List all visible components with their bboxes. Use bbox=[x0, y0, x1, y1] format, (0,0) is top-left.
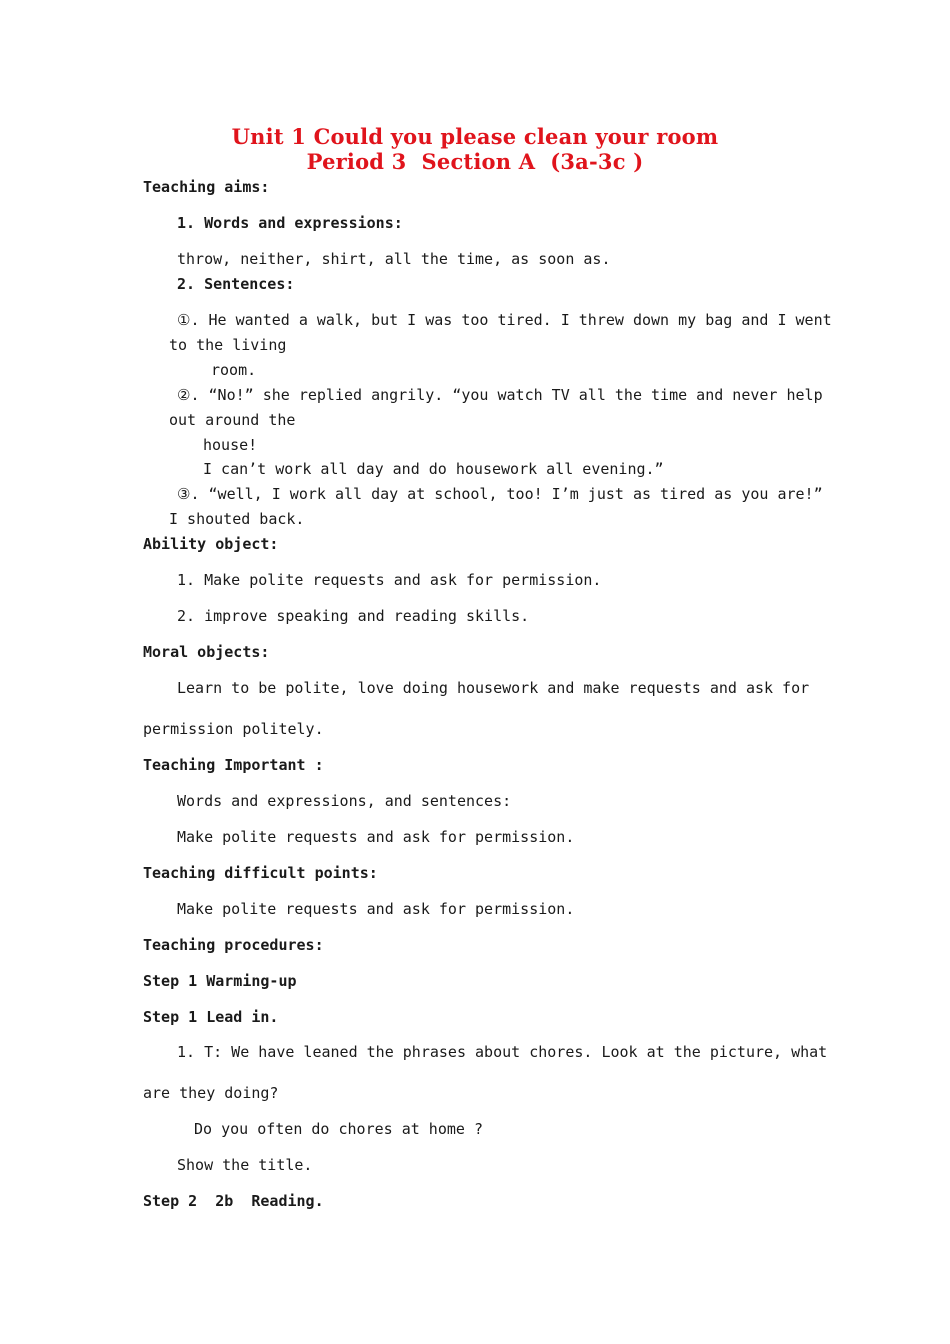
step1-lead-in: Step 1 Lead in. bbox=[143, 1008, 279, 1026]
ability-item-2: 2. improve speaking and reading skills. bbox=[177, 607, 530, 625]
step1-warming-up: Step 1 Warming-up bbox=[143, 972, 297, 990]
moral-objects-line1: Learn to be polite, love doing housework and make requests and ask for bbox=[177, 679, 810, 697]
sentence2-line4: I can’t work all day and do housework all evening.” bbox=[203, 460, 664, 478]
sentence1-line3: room. bbox=[211, 361, 257, 379]
lead-in-line1: 1. T: We have leaned the phrases about chores. Look at the picture, what bbox=[177, 1043, 828, 1061]
step2-reading: Step 2 2b Reading. bbox=[143, 1192, 324, 1210]
teaching-important-heading: Teaching Important : bbox=[143, 756, 324, 774]
sentence3-line1: ③. “well, I work all day at school, too! I’m just as tired as you are!” bbox=[177, 485, 823, 503]
lead-in-line3: Do you often do chores at home ? bbox=[194, 1120, 483, 1138]
sentence2-line2: out around the bbox=[169, 411, 296, 429]
words-list: throw, neither, shirt, all the time, as soon as. bbox=[177, 250, 611, 268]
teaching-difficult-line1: Make polite requests and ask for permission. bbox=[177, 900, 575, 918]
moral-objects-heading: Moral objects: bbox=[143, 643, 270, 661]
teaching-difficult-heading: Teaching difficult points: bbox=[143, 864, 378, 882]
sentence2-line1: ②. “No!” she replied angrily. “you watch TV all the time and never help bbox=[177, 386, 823, 404]
teaching-important-line1: Words and expressions, and sentences: bbox=[177, 792, 512, 810]
sentences-heading: 2. Sentences: bbox=[177, 275, 295, 293]
lead-in-line2: are they doing? bbox=[143, 1084, 279, 1102]
sentence1-line2: to the living bbox=[169, 336, 287, 354]
teaching-aims-heading: Teaching aims: bbox=[143, 178, 270, 196]
ability-item-1: 1. Make polite requests and ask for permission. bbox=[177, 571, 602, 589]
moral-objects-line2: permission politely. bbox=[143, 720, 324, 738]
words-heading: 1. Words and expressions: bbox=[177, 214, 403, 232]
sentence1-line1: ①. He wanted a walk, but I was too tired. I threw down my bag and I went bbox=[177, 311, 832, 329]
teaching-procedures-heading: Teaching procedures: bbox=[143, 936, 324, 954]
ability-object-heading: Ability object: bbox=[143, 535, 279, 553]
lead-in-line4: Show the title. bbox=[177, 1156, 313, 1174]
document-title: Unit 1 Could you please clean your room bbox=[231, 124, 719, 149]
document-subtitle: Period 3 Section A (3a-3c ) bbox=[306, 149, 644, 174]
sentence2-line3: house! bbox=[203, 436, 258, 454]
teaching-important-line2: Make polite requests and ask for permission. bbox=[177, 828, 575, 846]
sentence3-line2: I shouted back. bbox=[169, 510, 305, 528]
